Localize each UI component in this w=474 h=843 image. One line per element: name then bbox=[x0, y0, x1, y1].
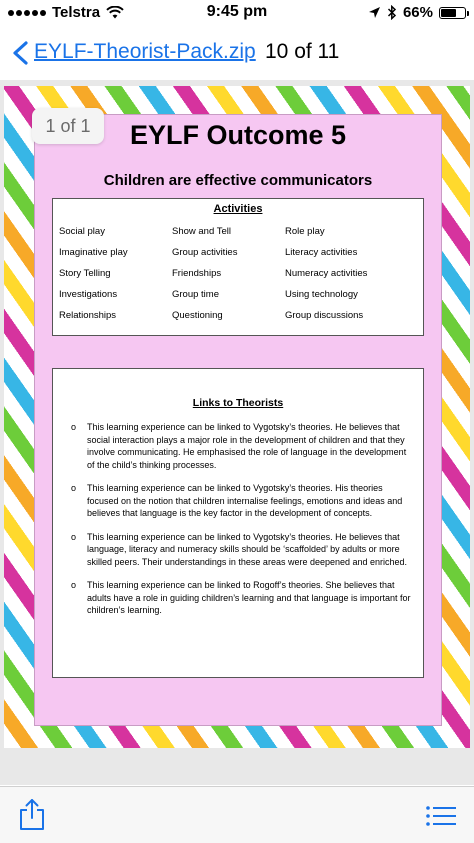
status-time: 9:45 pm bbox=[206, 3, 268, 20]
bullet-marker: o bbox=[71, 422, 77, 432]
page-count: 10 of 11 bbox=[265, 40, 340, 63]
activities-grid bbox=[59, 225, 419, 322]
activity-item: Questioning bbox=[172, 310, 223, 321]
activity-item: Relationships bbox=[59, 310, 117, 321]
bullet-marker: o bbox=[71, 580, 77, 590]
list-icon[interactable] bbox=[426, 805, 456, 827]
activity-item: Using technology bbox=[285, 289, 358, 300]
activity-item: Group discussions bbox=[285, 310, 364, 321]
list-item bbox=[67, 421, 415, 471]
theorist-list bbox=[67, 421, 415, 628]
document-viewer[interactable] bbox=[0, 80, 474, 785]
activity-item: Show and Tell bbox=[172, 226, 231, 237]
document-subtitle: Children are effective communicators bbox=[103, 172, 373, 189]
activity-item: Numeracy activities bbox=[285, 268, 368, 279]
nav-bar bbox=[0, 30, 474, 76]
activity-item: Investigations bbox=[59, 289, 118, 300]
back-link-file-name[interactable]: EYLF-Theorist-Pack.zip bbox=[34, 40, 256, 63]
activity-item: Friendships bbox=[172, 268, 222, 279]
theorist-text: This learning experience can be linked to Vygotsky’s theories. He believes that language, literacy and numeracy skills should be ‘scaffolded’ by adults or more skilled peers. Their understandings in these areas were deepened and enriched. bbox=[87, 531, 408, 567]
bottom-toolbar bbox=[0, 786, 474, 843]
theorists-heading: Links to Theorists bbox=[192, 397, 284, 409]
battery-fill bbox=[441, 9, 456, 17]
page-badge: 1 of 1 bbox=[32, 108, 104, 144]
document-title: EYLF Outcome 5 bbox=[129, 120, 347, 150]
battery-icon bbox=[439, 7, 466, 19]
status-bar bbox=[0, 0, 474, 28]
battery-percent: 66% bbox=[402, 4, 433, 21]
chevron-left-icon[interactable] bbox=[10, 40, 32, 66]
activities-heading: Activities bbox=[213, 203, 263, 215]
activity-item: Social play bbox=[59, 226, 105, 237]
status-right bbox=[368, 4, 466, 21]
carrier-name: Telstra bbox=[52, 4, 101, 21]
activity-item: Group time bbox=[172, 289, 219, 300]
bullet-marker: o bbox=[71, 531, 77, 542]
activity-item: Group activities bbox=[172, 247, 238, 258]
list-item bbox=[67, 531, 415, 569]
activity-item: Story Telling bbox=[59, 268, 111, 279]
activity-item: Role play bbox=[285, 226, 325, 237]
theorists-box bbox=[52, 368, 424, 678]
theorist-text: This learning experience can be linked to Rogoff’s theories. She believes that adults have a role in guiding children’s learning and that language is important for children’s learning. bbox=[87, 580, 411, 615]
document-page bbox=[4, 86, 470, 748]
list-item bbox=[67, 579, 415, 617]
activity-item: Imaginative play bbox=[59, 247, 128, 258]
activity-item: Literacy activities bbox=[285, 247, 358, 258]
location-arrow-icon bbox=[368, 6, 381, 19]
list-item bbox=[67, 482, 415, 520]
activities-box bbox=[52, 198, 424, 336]
bullet-marker: o bbox=[71, 483, 77, 493]
share-icon[interactable] bbox=[18, 797, 46, 831]
theorist-text: This learning experience can be linked to Vygotsky’s theories. He believes that social interaction plays a major role in the development of children and that they involve communicating. He emphasised the role of language in the development of the child’s thinking processes. bbox=[87, 422, 407, 470]
theorist-text: This learning experience can be linked to Vygotsky’s theories. His theories focused on the notion that children internalise feelings, emotions and ideas and believes that language is the key factor in the development of concepts. bbox=[87, 483, 403, 518]
bluetooth-icon bbox=[387, 5, 397, 20]
